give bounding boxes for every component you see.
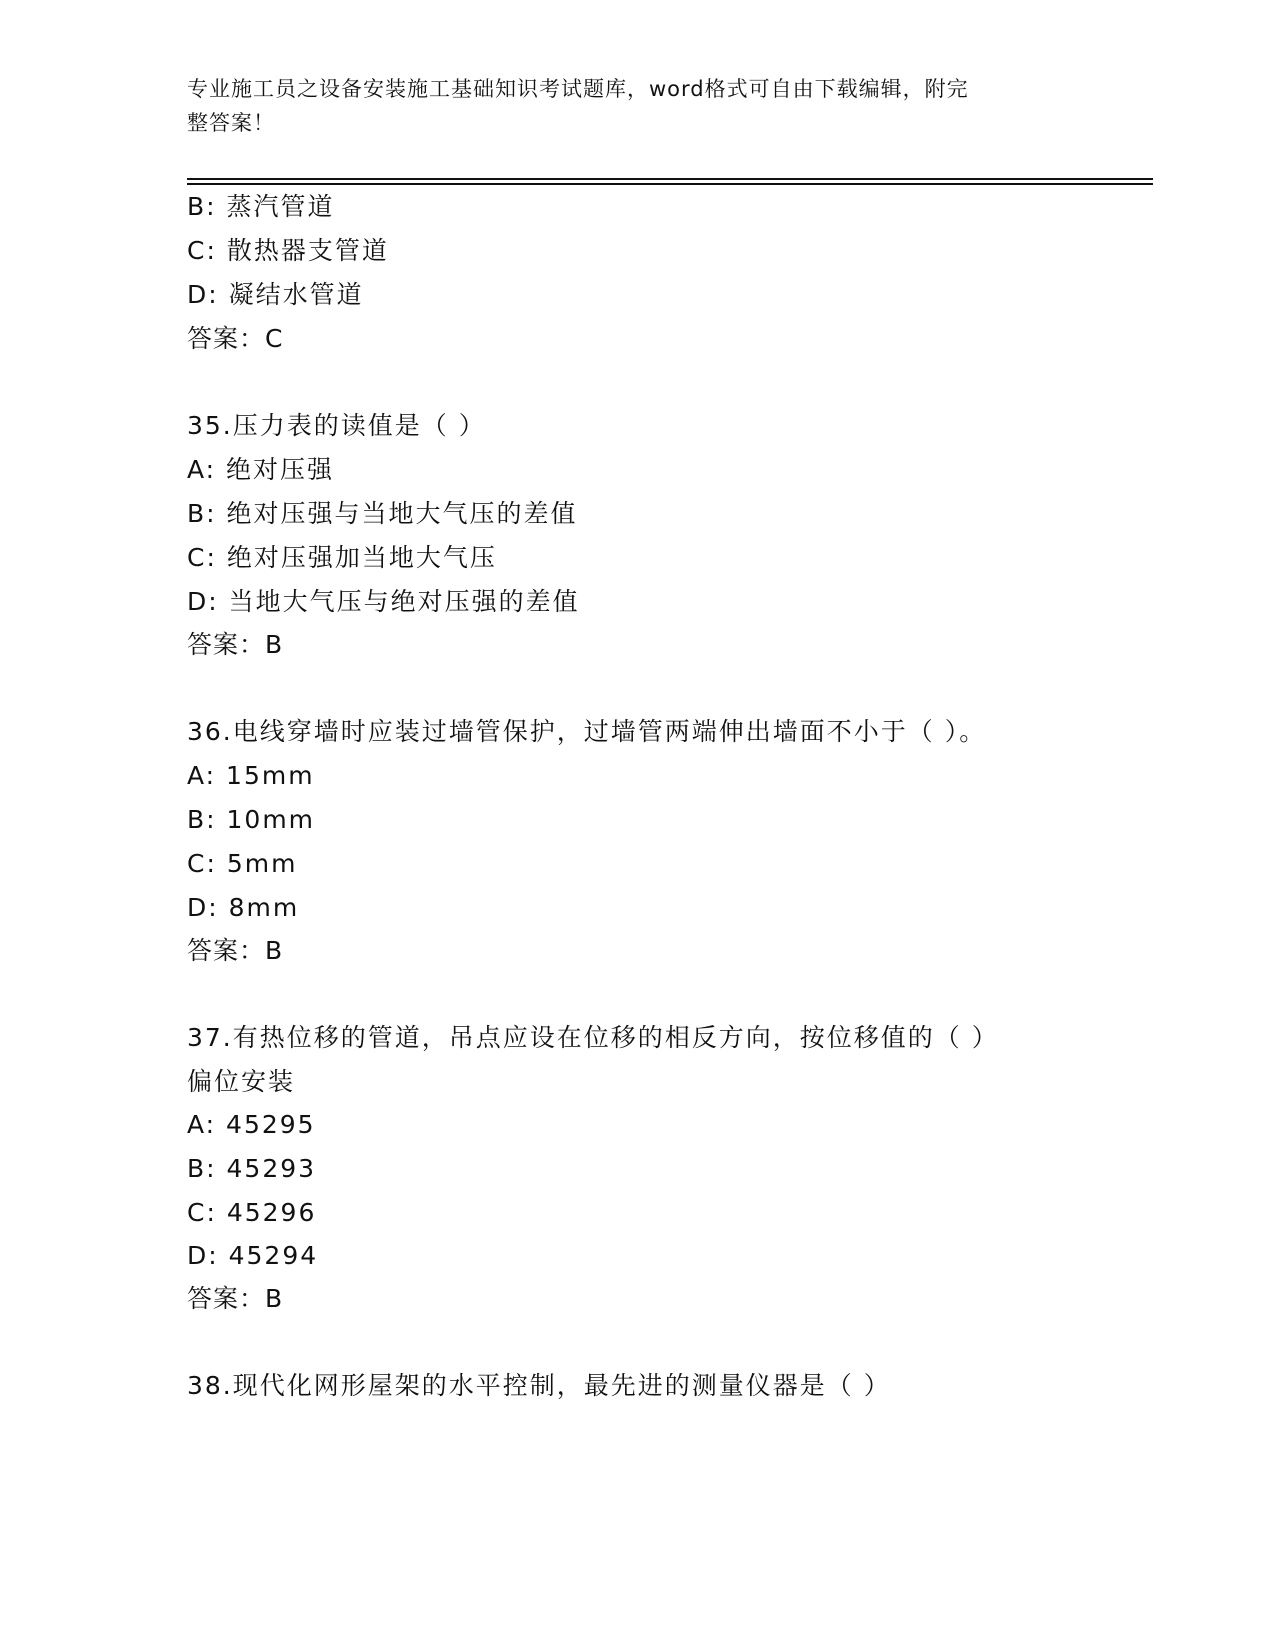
question-38: 38.现代化网形屋架的水平控制，最先进的测量仪器是（ ） — [187, 1371, 891, 1400]
option-a-q35: A: 绝对压强 — [187, 455, 335, 484]
option-b-q37: B: 45293 — [187, 1154, 317, 1183]
question-36: 36.电线穿墙时应装过墙管保护，过墙管两端伸出墙面不小于（ ）。 — [187, 717, 987, 746]
question-37-line-1: 37.有热位移的管道，吊点应设在位移的相反方向，按位移值的（ ） — [187, 1023, 999, 1052]
option-b-q36: B: 10mm — [187, 805, 316, 834]
answer-q37: 答案：B — [187, 1284, 284, 1313]
option-c-q36: C: 5mm — [187, 849, 298, 878]
option-c-q34: C: 散热器支管道 — [187, 236, 389, 265]
answer-q35: 答案：B — [187, 630, 284, 659]
option-a-q36: A: 15mm — [187, 761, 315, 790]
document-header — [187, 72, 1067, 140]
option-b-q34: B: 蒸汽管道 — [187, 192, 335, 221]
answer-q34: 答案：C — [187, 324, 284, 353]
option-d-q35: D: 当地大气压与绝对压强的差值 — [187, 587, 580, 616]
question-37-line-2: 偏位安装 — [187, 1067, 296, 1096]
question-35: 35.压力表的读值是（ ） — [187, 411, 486, 440]
option-c-q35: C: 绝对压强加当地大气压 — [187, 543, 497, 572]
option-d-q37: D: 45294 — [187, 1241, 319, 1270]
option-a-q37: A: 45295 — [187, 1110, 316, 1139]
option-d-q36: D: 8mm — [187, 893, 300, 922]
header-line-2: 整答案！ — [187, 111, 275, 135]
header-divider-bottom — [187, 183, 1153, 185]
header-line-1: 专业施工员之设备安装施工基础知识考试题库，word格式可自由下载编辑，附完 — [187, 77, 969, 101]
answer-q36: 答案：B — [187, 936, 284, 965]
option-b-q35: B: 绝对压强与当地大气压的差值 — [187, 499, 578, 528]
header-divider-top — [187, 178, 1153, 180]
option-d-q34: D: 凝结水管道 — [187, 280, 364, 309]
option-c-q37: C: 45296 — [187, 1198, 317, 1227]
